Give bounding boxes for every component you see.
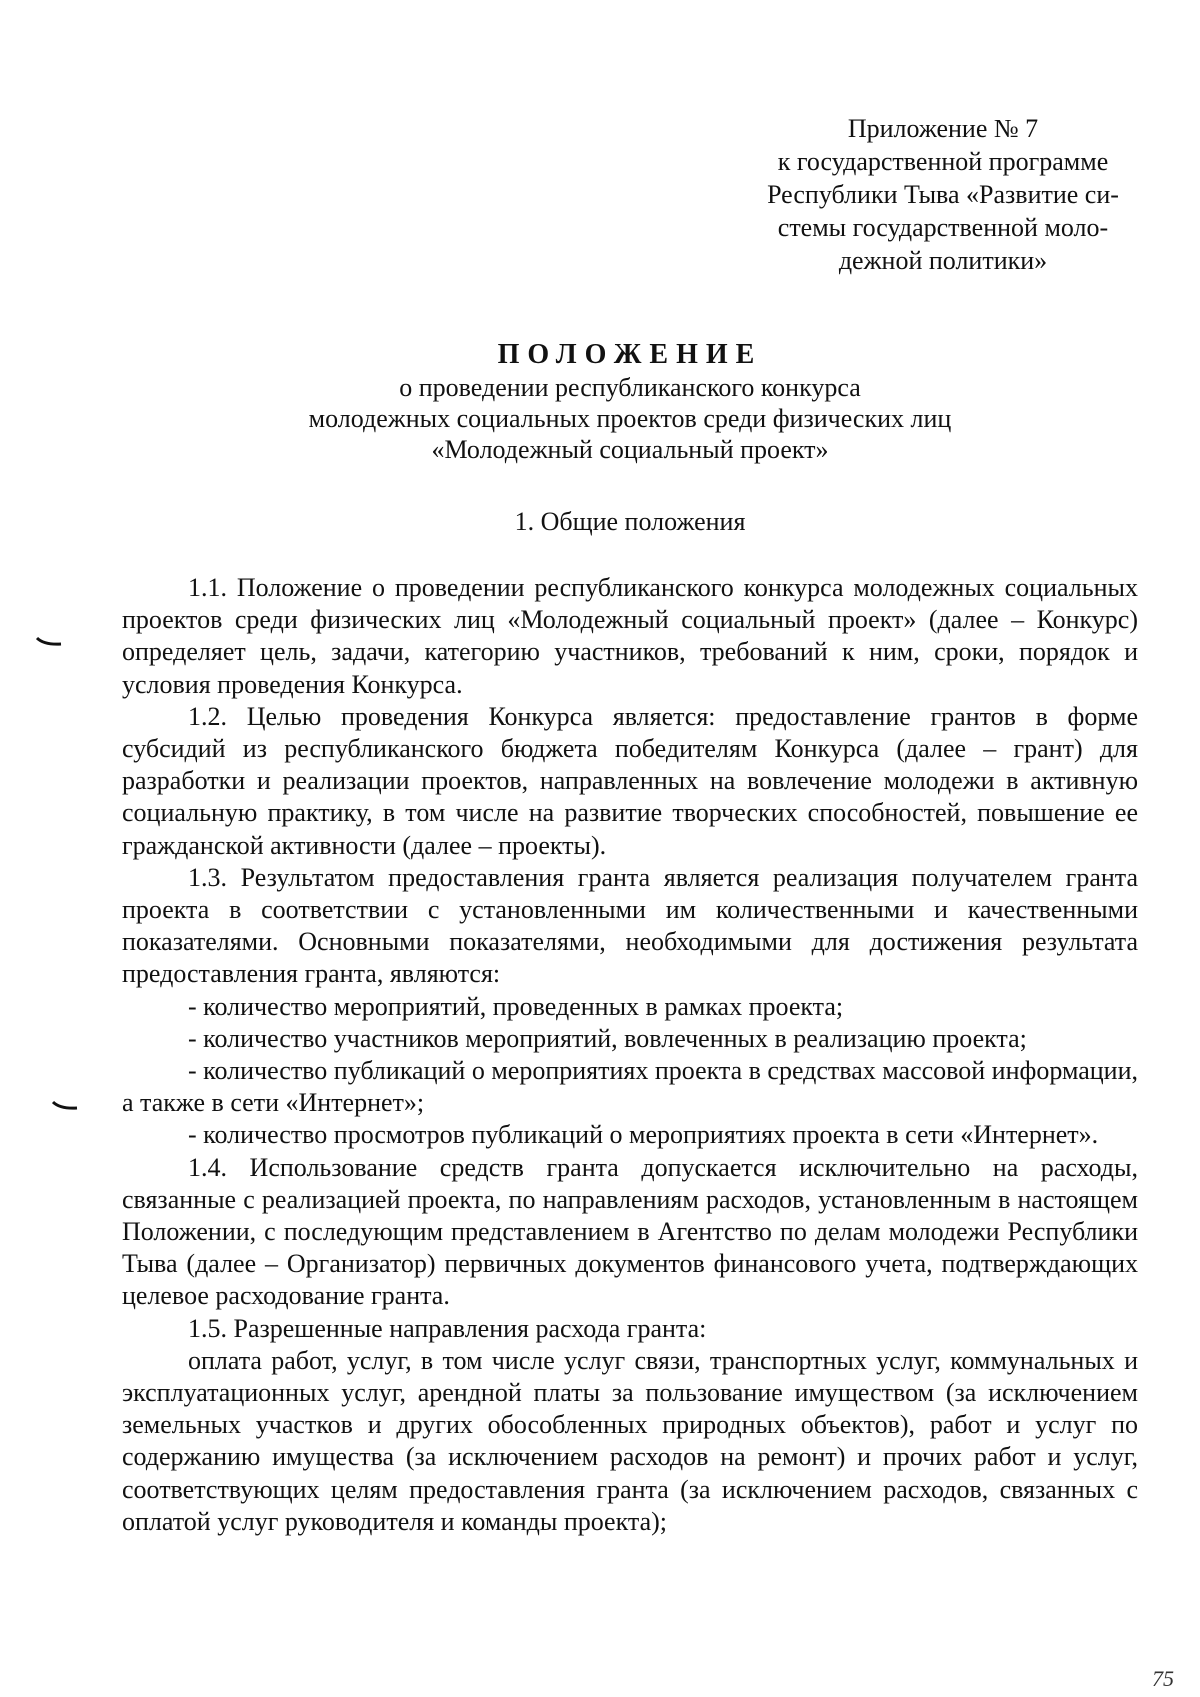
binding-hole-mark-top xyxy=(36,636,62,646)
appendix-line: дежной политики» xyxy=(838,246,1048,275)
list-item: - количество участников мероприятий, вовлеченных в реализацию проекта; xyxy=(188,1023,1027,1053)
document-title-block xyxy=(120,338,1140,465)
document-subtitle-line: «Молодежный социальный проект» xyxy=(431,435,829,464)
page-number: 75 xyxy=(1152,1666,1174,1691)
paragraph-1-2: 1.2. Целью проведения Конкурса является: предоставление грантов в форме субсидий из республиканского бюджета победителям Конкурса (далее – грант) для разработки и реализации проектов, направленных на вовлечение молодежи в активную социальную практику, в том числе на развитие творческих способностей, повышение ее гражданской активности (далее – проекты). xyxy=(122,701,1138,860)
document-title: ПОЛОЖЕНИЕ xyxy=(497,339,763,370)
appendix-line: к государственной программе xyxy=(777,147,1109,176)
binding-hole-mark-bottom xyxy=(52,1100,78,1110)
paragraph-1-5-text: оплата работ, услуг, в том числе услуг связи, транспортных услуг, коммунальных и эксплуатационных услуг, арендной платы за пользование имуществом (за исключением земельных участков и других обособленных природных объектов), работ и услуг по содержанию имущества (за исключением расходов на ремонт) и прочих работ и услуг, соответствующих целям предоставления гранта (за исключением расходов, связанных с оплатой услуг руководителя и команды проекта); xyxy=(122,1345,1138,1536)
document-subtitle-line: о проведении республиканского конкурса xyxy=(399,373,861,402)
appendix-line: Приложение № 7 xyxy=(847,114,1039,143)
document-body xyxy=(122,572,1138,1538)
section-heading: 1. Общие положения xyxy=(514,507,746,536)
appendix-line: стемы государственной моло- xyxy=(777,213,1109,242)
list-item: - количество публикаций о мероприятиях проекта в средствах массовой информации, а также в сети «Интернет»; xyxy=(122,1056,1139,1118)
document-subtitle-line: молодежных социальных проектов среди физических лиц xyxy=(308,404,952,433)
paragraph-1-1: 1.1. Положение о проведении республиканского конкурса молодежных социальных проектов среди физических лиц «Молодежный социальный проект» (далее – Конкурс) определяет цель, задачи, категорию участников, требований к ним, сроки, порядок и условия проведения Конкурса. xyxy=(122,573,1138,699)
list-item: - количество просмотров публикаций о мероприятиях проекта в сети «Интернет». xyxy=(188,1120,1099,1150)
paragraph-1-4: 1.4. Использование средств гранта допускается исключительно на расходы, связанные с реализацией проекта, по направлениям расходов, установленным в настоящем Положении, с последующим представлением в Агентство по делам молодежи Республики Тыва (далее – Организатор) первичных документов финансового учета, подтверждающих целевое расходование гранта. xyxy=(122,1152,1138,1311)
appendix-note xyxy=(752,112,1134,277)
paragraph-1-3: 1.3. Результатом предоставления гранта является реализация получателем гранта проекта в соответствии с установленными им количественными и качественными показателями. Основными показателями, необходимыми для достижения результата предоставления гранта, являются: xyxy=(122,862,1138,989)
appendix-line: Республики Тыва «Развитие си- xyxy=(767,180,1119,209)
paragraph-1-5: 1.5. Разрешенные направления расхода гранта: xyxy=(188,1313,707,1343)
list-item: - количество мероприятий, проведенных в рамках проекта; xyxy=(188,991,844,1021)
